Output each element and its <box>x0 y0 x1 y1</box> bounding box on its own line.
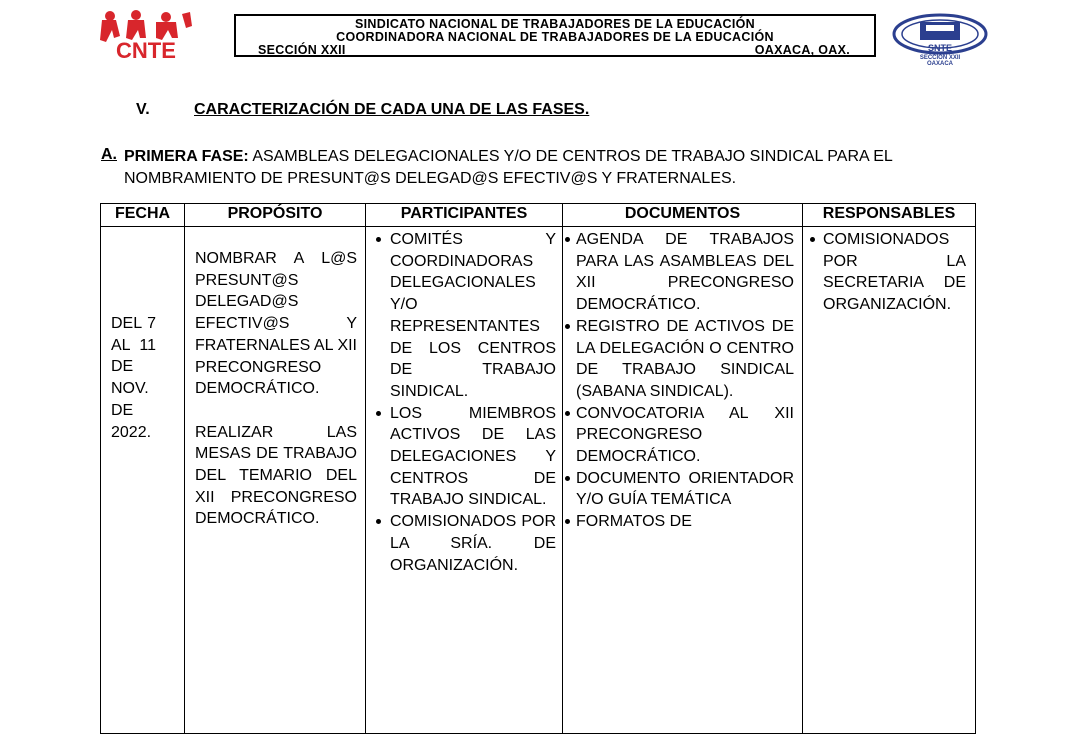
cnte-logo <box>96 8 224 62</box>
participante-item: COMISIONADOS POR LA SRÍA. DE ORGANIZACIÓN. <box>366 511 556 576</box>
snte-logo-sub2: OAXACA <box>926 61 954 66</box>
cell-fecha: DEL 7 AL 11 DE NOV. DE 2022. <box>101 227 185 734</box>
header-line-2: COORDINADORA NACIONAL DE TRABAJADORES DE LA EDUCACIÓN <box>336 30 774 44</box>
documento-item: AGENDA DE TRABAJOS PARA LAS ASAMBLEAS DEL XII PRECONGRESO DEMOCRÁTICO. <box>563 229 794 316</box>
header-documentos: DOCUMENTOS <box>563 204 803 227</box>
phase-description <box>124 146 984 190</box>
cell-responsables <box>803 227 976 734</box>
header-location: OAXACA, OAX. <box>754 43 850 57</box>
header-line-3 <box>236 44 874 57</box>
cnte-logo-text: CNTE <box>116 38 176 62</box>
documento-item: DOCUMENTO ORIENTADOR Y/O GUÍA TEMÁTICA <box>563 468 794 511</box>
phase-table <box>100 203 976 734</box>
snte-logo-sub1: SECCION XXII <box>919 55 961 61</box>
header-box <box>234 14 876 57</box>
documento-item: CONVOCATORIA AL XII PRECONGRESO DEMOCRÁTICO. <box>563 403 794 468</box>
proposito-paragraph: NOMBRAR A L@S PRESUNT@S DELEGAD@S EFECTIV@S Y FRATERNALES AL XII PRECONGRESO DEMOCRÁTICO. <box>195 250 357 398</box>
proposito-paragraph: REALIZAR LAS MESAS DE TRABAJO DEL TEMARIO DEL XII PRECONGRESO DEMOCRÁTICO. <box>195 423 357 528</box>
table-header-row <box>101 204 976 227</box>
cell-documentos <box>563 227 803 734</box>
header-participantes: PARTICIPANTES <box>366 204 563 227</box>
phase-label: PRIMERA FASE: <box>124 148 249 165</box>
snte-logo <box>890 12 990 66</box>
snte-logo-text: SNTE <box>927 43 953 53</box>
header-line-1: SINDICATO NACIONAL DE TRABAJADORES DE LA EDUCACIÓN <box>355 17 755 31</box>
section-title: CARACTERIZACIÓN DE CADA UNA DE LAS FASES. <box>194 101 590 118</box>
documento-item: REGISTRO DE ACTIVOS DE LA DELEGACIÓN O CENTRO DE TRABAJO SINDICAL (SABANA SINDICAL). <box>563 316 794 403</box>
header-section: SECCIÓN XXII <box>258 43 346 57</box>
participante-item: COMITÉS Y COORDINADORAS DELEGACIONALES Y/O REPRESENTANTES DE LOS CENTROS DE TRABAJO SINDICAL. <box>366 229 556 403</box>
phase-letter: A. <box>101 146 117 163</box>
documento-item: FORMATOS DE <box>563 511 794 533</box>
responsable-item: COMISIONADOS POR LA SECRETARIA DE ORGANIZACIÓN. <box>803 229 966 316</box>
phase-text: ASAMBLEAS DELEGACIONALES Y/O DE CENTROS DE TRABAJO SINDICAL PARA EL NOMBRAMIENTO DE PRESUNT@S DELEGAD@S EFECTIV@S Y FRATERNALES. <box>124 148 893 187</box>
header-responsables: RESPONSABLES <box>803 204 976 227</box>
header-fecha: FECHA <box>101 204 185 227</box>
cell-proposito <box>185 227 366 734</box>
participante-item: LOS MIEMBROS ACTIVOS DE LAS DELEGACIONES Y CENTROS DE TRABAJO SINDICAL. <box>366 403 556 512</box>
header-proposito: PROPÓSITO <box>185 204 366 227</box>
table-row <box>101 227 976 734</box>
section-number: V. <box>136 101 150 118</box>
cell-participantes <box>366 227 563 734</box>
